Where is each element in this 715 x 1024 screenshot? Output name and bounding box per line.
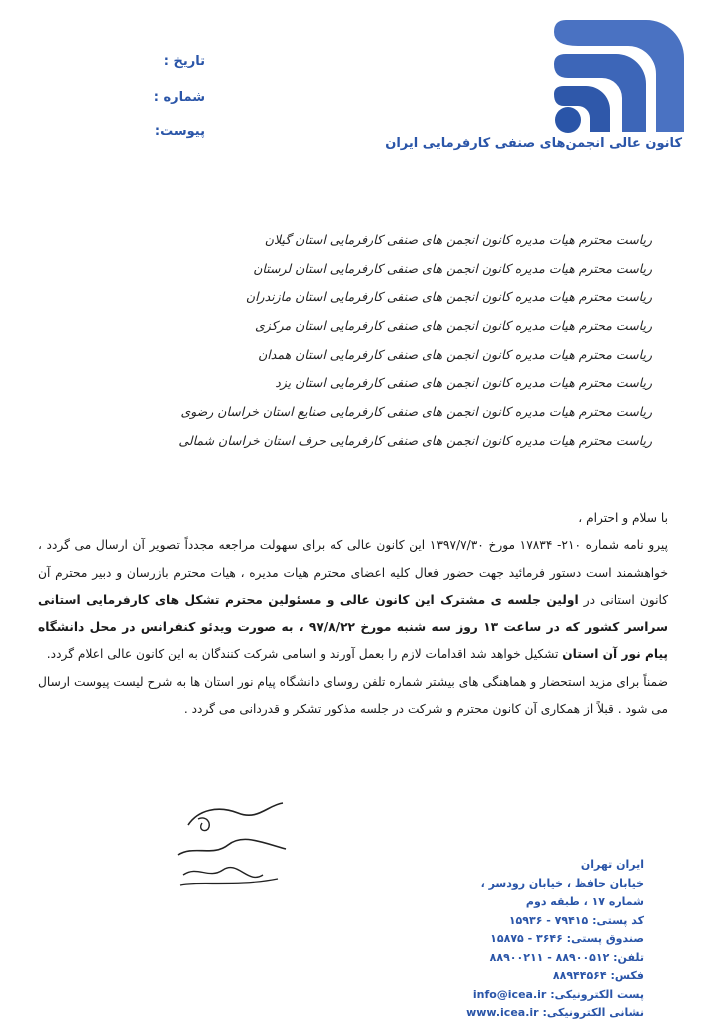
logo-dot [555, 107, 581, 133]
paragraph-main-end: تشکیل خواهد شد اقدامات لازم را بعمل آورند و اسامی شرکت کنندگان به این کانون عالی اعلام گردد. [46, 647, 559, 662]
handwritten-signature [168, 785, 298, 895]
footer-email-label: پست الکترونیکی: [550, 987, 644, 1001]
footer-email-row [472, 986, 644, 1005]
paragraph-main-bold: اولین جلسه ی مشترک این کانون عالی و مسئولین محترم تشکل های کارفرمایی استانی سراسر کشور که در ساعت ۱۳ روز سه شنبه مورخ ۹۷/۸/۲۲ ، به صورت ویدئو کنفرانس در محل دانشگاه پیام نور آن استان [38, 592, 668, 662]
greeting: با سلام و احترام ، [578, 511, 668, 525]
recipient-line: ریاست محترم هیات مدیره کانون انجمن های صنفی کارفرمایی استان یزد [275, 375, 652, 391]
organization-title: کانون عالی انجمن‌های صنفی کارفرمایی ایران [385, 136, 682, 151]
footer-web-row [466, 1004, 644, 1023]
footer-email[interactable]: info@icea.ir [472, 987, 547, 1001]
icea-logo [538, 14, 686, 134]
paragraph-main-intro: پیرو نامه شماره ۲۱۰- ۱۷۸۳۴ مورخ ۱۳۹۷/۷/۳۰ این کانون عالی که برای سهولت مراجعه مجدداً تصویر آن ارسال می گردد ، خواهشمند است دستور فرمائید جهت حضور فعال کلیه اعضای محترم هیات مدیره ، هیات محترم بازرسان و دبیر محترم آن کانون استانی در [38, 538, 668, 607]
recipient-line: ریاست محترم هیات مدیره کانون انجمن های صنفی کارفرمایی حرف استان خراسان شمالی [178, 432, 652, 448]
date-field-label: تاریخ : [163, 54, 205, 69]
footer-website[interactable]: www.icea.ir [466, 1006, 539, 1019]
recipient-line: ریاست محترم هیات مدیره کانون انجمن های صنفی کارفرمایی استان گیلان [264, 232, 652, 247]
paragraph-main [38, 532, 668, 668]
recipient-line: ریاست محترم هیات مدیره کانون انجمن های صنفی کارفرمایی صنایع استان خراسان رضوی [180, 404, 652, 420]
paragraph-second: ضمناً برای مزید استحضار و هماهنگی های بیشتر شماره تلفن روسای دانشگاه پیام نور استان ها به شرح لیست پیوست ارسال می شود . قبلاً از همکاری آن کانون محترم و شرکت در جلسه مذکور تشکر و قدردانی می گردد . [38, 674, 668, 717]
recipient-line: ریاست محترم هیات مدیره کانون انجمن های صنفی کارفرمایی استان لرستان [253, 260, 652, 276]
footer-city: ایران تهران [580, 858, 644, 871]
footer-web-label: نشانی الکترونیکی: [542, 1006, 644, 1019]
attachment-field-label: پیوست: [154, 124, 205, 139]
footer-address [466, 856, 644, 1023]
footer-postal-code: کد پستی: ۷۹۴۱۵ - ۱۵۹۳۶ [508, 913, 644, 927]
recipients-list [178, 226, 652, 456]
footer-street: خیابان حافظ ، خیابان رودسر ، [480, 876, 644, 890]
letter-body [38, 505, 668, 723]
footer-po-box: صندوق پستی: ۳۶۴۶ - ۱۵۸۷۵ [490, 932, 644, 945]
footer-phone: تلفن: ۸۸۹۰۰۵۱۲ - ۸۸۹۰۰۲۱۱ [489, 950, 644, 964]
recipient-line: ریاست محترم هیات مدیره کانون انجمن های صنفی کارفرمایی استان مازندران [245, 289, 652, 305]
recipient-line: ریاست محترم هیات مدیره کانون انجمن های صنفی کارفرمایی استان مرکزی [254, 318, 652, 334]
number-field-label: شماره : [153, 90, 205, 105]
recipient-line: ریاست محترم هیات مدیره کانون انجمن های صنفی کارفرمایی استان همدان [258, 346, 652, 362]
footer-fax: فکس: ۸۸۹۴۴۵۶۴ [552, 969, 644, 982]
footer-building: شماره ۱۷ ، طبقه دوم [525, 895, 644, 908]
